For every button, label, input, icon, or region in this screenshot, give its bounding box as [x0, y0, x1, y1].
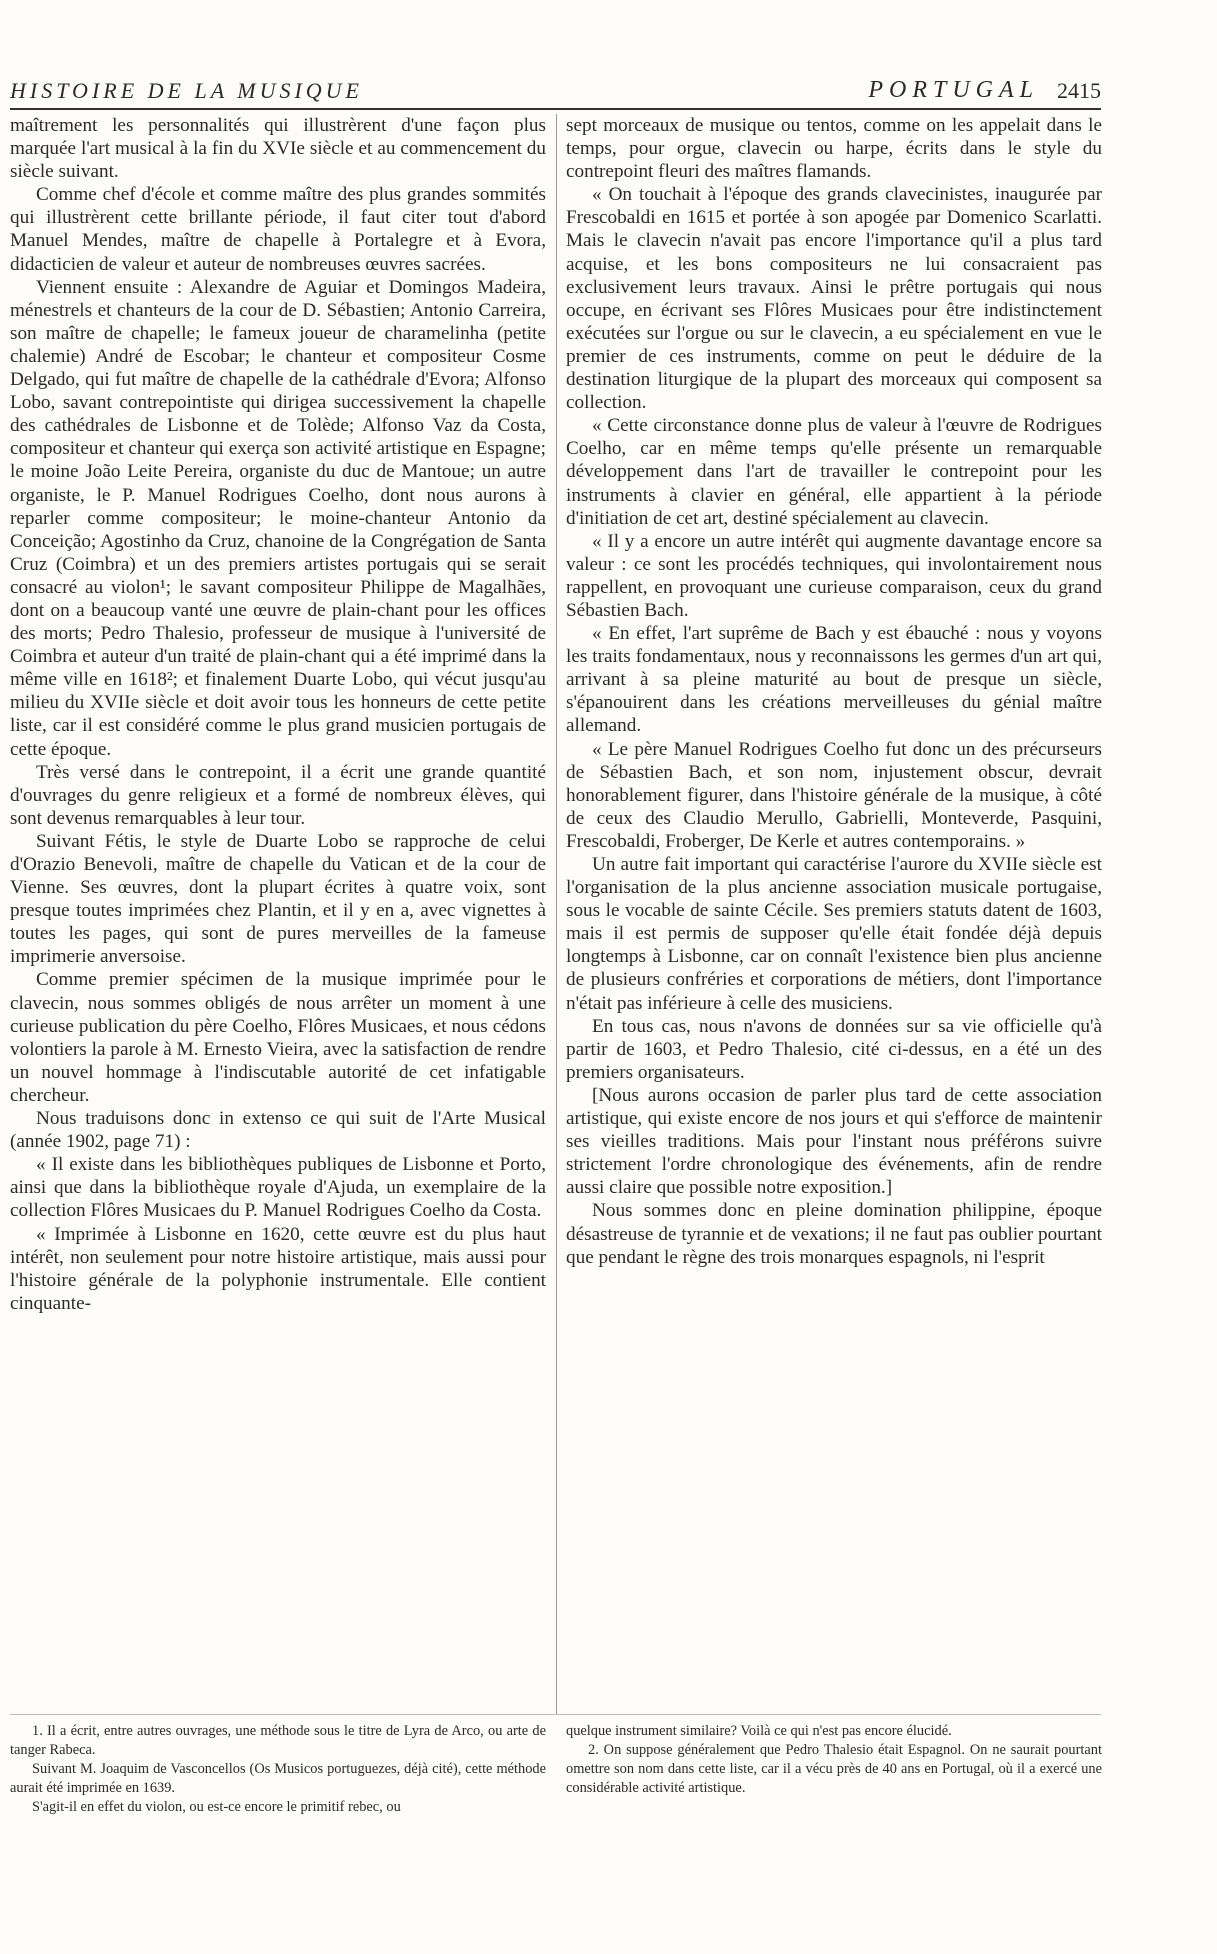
- paragraph: Un autre fait important qui caractérise l'aurore du XVIIe siècle est l'organisation de la plus ancienne association musicale portugaise, sous le vocable de sainte Cécile. Ses premiers statuts datent de 1603, mais il est permis de supposer qu'elle était fondée déjà depuis longtemps à Lisbonne, car on connaît l'existence bien plus ancienne de plusieurs confréries et corporations de métiers, dont l'importance n'était pas inférieure à celle des musiciens.: [566, 854, 1102, 1014]
- paragraph: « Il existe dans les bibliothèques publiques de Lisbonne et Porto, ainsi que dans la bibliothèque royale d'Ajuda, un exemplaire de la collection Flôres Musicaes du P. Manuel Rodrigues Coelho da Costa.: [10, 1154, 546, 1222]
- footnote-separator: [10, 1714, 1101, 1715]
- right-column: [566, 114, 1102, 1694]
- footnote: quelque instrument similaire? Voilà ce qui n'est pas encore élucidé.: [566, 1723, 952, 1739]
- paragraph: « En effet, l'art suprême de Bach y est ébauché : nous y voyons les traits fondamentaux, nous y reconnaissons les germes d'un art qui, arrivant à sa pleine maturité au bout de presque un siècle, s'épanouirent dans les créations merveilleuses du génial maître allemand.: [566, 623, 1102, 737]
- paragraph: En tous cas, nous n'avons de données sur sa vie officielle qu'à partir de 1603, et Pedro Thalesio, cité ci-dessus, en a été un des premiers organisateurs.: [566, 1015, 1102, 1083]
- footnotes-right: [566, 1722, 1102, 1798]
- header-book-title: HISTOIRE DE LA MUSIQUE: [10, 78, 363, 103]
- column-divider: [556, 114, 557, 1714]
- paragraph: Suivant Fétis, le style de Duarte Lobo se rapproche de celui d'Orazio Benevoli, maître de chapelle du Vatican et de la cour de Vienne. Ses œuvres, dont la plupart écrites à quatre voix, sont presque toutes imprimées chez Plantin, et il y en a, avec vignettes à toutes les pages, qui sont de pures merveilles de la fameuse imprimerie anversoise.: [10, 830, 546, 968]
- paragraph: [Nous aurons occasion de parler plus tard de cette association artistique, qui existe encore de nos jours et qui s'efforce de maintenir ses vieilles traditions. Mais pour l'instant nous préférons suivre strictement l'ordre chronologique des événements, afin de rendre aussi claire que possible notre exposition.]: [566, 1084, 1102, 1199]
- paragraph: sept morceaux de musique ou tentos, comme on les appelait dans le temps, pour orgue, clavecin ou harpe, écrits dans le style du contrepoint fleuri des maîtres flamands.: [566, 115, 1102, 183]
- running-header: [10, 76, 1101, 110]
- footnotes: [10, 1722, 1101, 1922]
- footnote: S'agit-il en effet du violon, ou est-ce encore le primitif rebec, ou: [32, 1799, 401, 1815]
- footnotes-left: [10, 1722, 546, 1817]
- paragraph: Nous traduisons donc in extenso ce qui suit de l'Arte Musical (année 1902, page 71) :: [10, 1108, 546, 1153]
- paragraph: « Cette circonstance donne plus de valeur à l'œuvre de Rodrigues Coelho, car en même temps qu'elle présente un remarquable développement dans l'art de travailler le contrepoint pour les instruments à clavier en général, elle appartient à la période d'initiation de cet art, destiné spécialement au clavecin.: [566, 415, 1102, 529]
- page-number: 2415: [1057, 78, 1101, 103]
- left-column: [10, 114, 546, 1694]
- paragraph: Comme chef d'école et comme maître des plus grandes sommités qui illustrèrent cette brillante période, il faut citer tout d'abord Manuel Mendes, maître de chapelle à Portalegre et à Evora, didacticien de valeur et auteur de nombreuses œuvres sacrées.: [10, 184, 546, 275]
- paragraph: Très versé dans le contrepoint, il a écrit une grande quantité d'ouvrages du genre religieux et a formé de nombreux élèves, qui sont devenus remarquables à leur tour.: [10, 761, 546, 829]
- paragraph: Viennent ensuite : Alexandre de Aguiar et Domingos Madeira, ménestrels et chanteurs de la cour de D. Sébastien; Antonio Carreira, son maître de chapelle; le fameux joueur de charamelinha (petite chalemie) André de Escobar; le chanteur et compositeur Cosme Delgado, qui fut maître de chapelle de la cathédrale d'Evora; Alfonso Lobo, savant contrepointiste qui dirigea successivement la chapelle des cathédrales de Lisbonne et de Tolède; Alfonso Vaz da Costa, compositeur et chanteur qui exerça son activité artistique en Espagne; le moine João Leite Pereira, organiste du duc de Mantoue; un autre organiste, le P. Manuel Rodrigues Coelho, dont nous aurons à reparler comme compositeur; le moine-chanteur Antonio da Conceição; Agostinho da Cruz, chanoine de la Congrégation de Santa Cruz (Coimbra) et un des premiers artistes portugais qui se serait consacré au violon¹; le savant compositeur Philippe de Magalhães, dont on a beaucoup vanté une œuvre de plain-chant pour les offices des morts; Pedro Thalesio, professeur de musique à l'université de Coimbra et auteur d'un traité de plain-chant qui a été imprimé dans la même ville en 1618²; et finalement Duarte Lobo, qui vécut jusqu'au milieu du XVIIe siècle et doit avoir tous les honneurs de cette petite liste, car il est considéré comme le plus grand musicien portugais de cette époque.: [10, 276, 546, 760]
- paragraph: « Il y a encore un autre intérêt qui augmente davantage encore sa valeur : ce sont les procédés techniques, qui involontairement nous rappellent, en provoquant une curieuse comparaison, ceux du grand Sébastien Bach.: [566, 530, 1102, 621]
- paragraph: Nous sommes donc en pleine domination philippine, époque désastreuse de tyrannie et de vexations; il ne faut pas oublier pourtant que pendant le règne des trois monarques espagnols, ni l'esprit: [566, 1200, 1102, 1268]
- footnote: Suivant M. Joaquim de Vasconcellos (Os Musicos portuguezes, déjà cité), cette méthode aurait été imprimée en 1639.: [10, 1761, 546, 1796]
- header-chapter-title: PORTUGAL: [868, 77, 1039, 103]
- paragraph: maîtrement les personnalités qui illustrèrent d'une façon plus marquée l'art musical à la fin du XVIe siècle et au commencement du siècle suivant.: [10, 115, 546, 183]
- paragraph: Comme premier spécimen de la musique imprimée pour le clavecin, nous sommes obligés de nous arrêter un moment à une curieuse publication du père Coelho, Flôres Musicaes, et nous cédons volontiers la parole à M. Ernesto Vieira, avec la satisfaction de rendre un nouvel hommage à l'indiscutable autorité de cet infatigable chercheur.: [10, 969, 546, 1106]
- footnote: 1. Il a écrit, entre autres ouvrages, une méthode sous le titre de Lyra de Arco, ou arte de tanger Rabeca.: [10, 1723, 546, 1758]
- paragraph: « Le père Manuel Rodrigues Coelho fut donc un des précurseurs de Sébastien Bach, et son nom, injustement obscur, devrait honorablement figurer, dans l'histoire générale de la musique, à côté de ceux des Claudio Merullo, Gabrielli, Monteverde, Pasquini, Frescobaldi, Froberger, De Kerle et autres contemporains. »: [566, 738, 1102, 852]
- paragraph: « On touchait à l'époque des grands clavecinistes, inaugurée par Frescobaldi en 1615 et portée à son apogée par Domenico Scarlatti. Mais le clavecin n'avait pas encore l'importance qu'il a plus tard acquise, et les bons compositeurs ne lui consacraient pas exclusivement leurs travaux. Ainsi le prêtre portugais qui nous occupe, en écrivant ses Flôres Musicaes pour être indistinctement exécutées sur l'orgue ou sur le clavecin, a eu spécialement en vue le premier de ces instruments, comme on peut le déduire de la destination liturgique de la plupart des morceaux qui composent sa collection.: [566, 184, 1102, 414]
- footnote: 2. On suppose généralement que Pedro Thalesio était Espagnol. On ne saurait pourtant omettre son nom dans cette liste, car il a vécu près de 40 ans en Portugal, où il a exercé une considérable activité artistique.: [566, 1742, 1102, 1796]
- paragraph: « Imprimée à Lisbonne en 1620, cette œuvre est du plus haut intérêt, non seulement pour notre histoire artistique, mais aussi pour l'histoire générale de la polyphonie instrumentale. Elle contient cinquante-: [10, 1223, 546, 1314]
